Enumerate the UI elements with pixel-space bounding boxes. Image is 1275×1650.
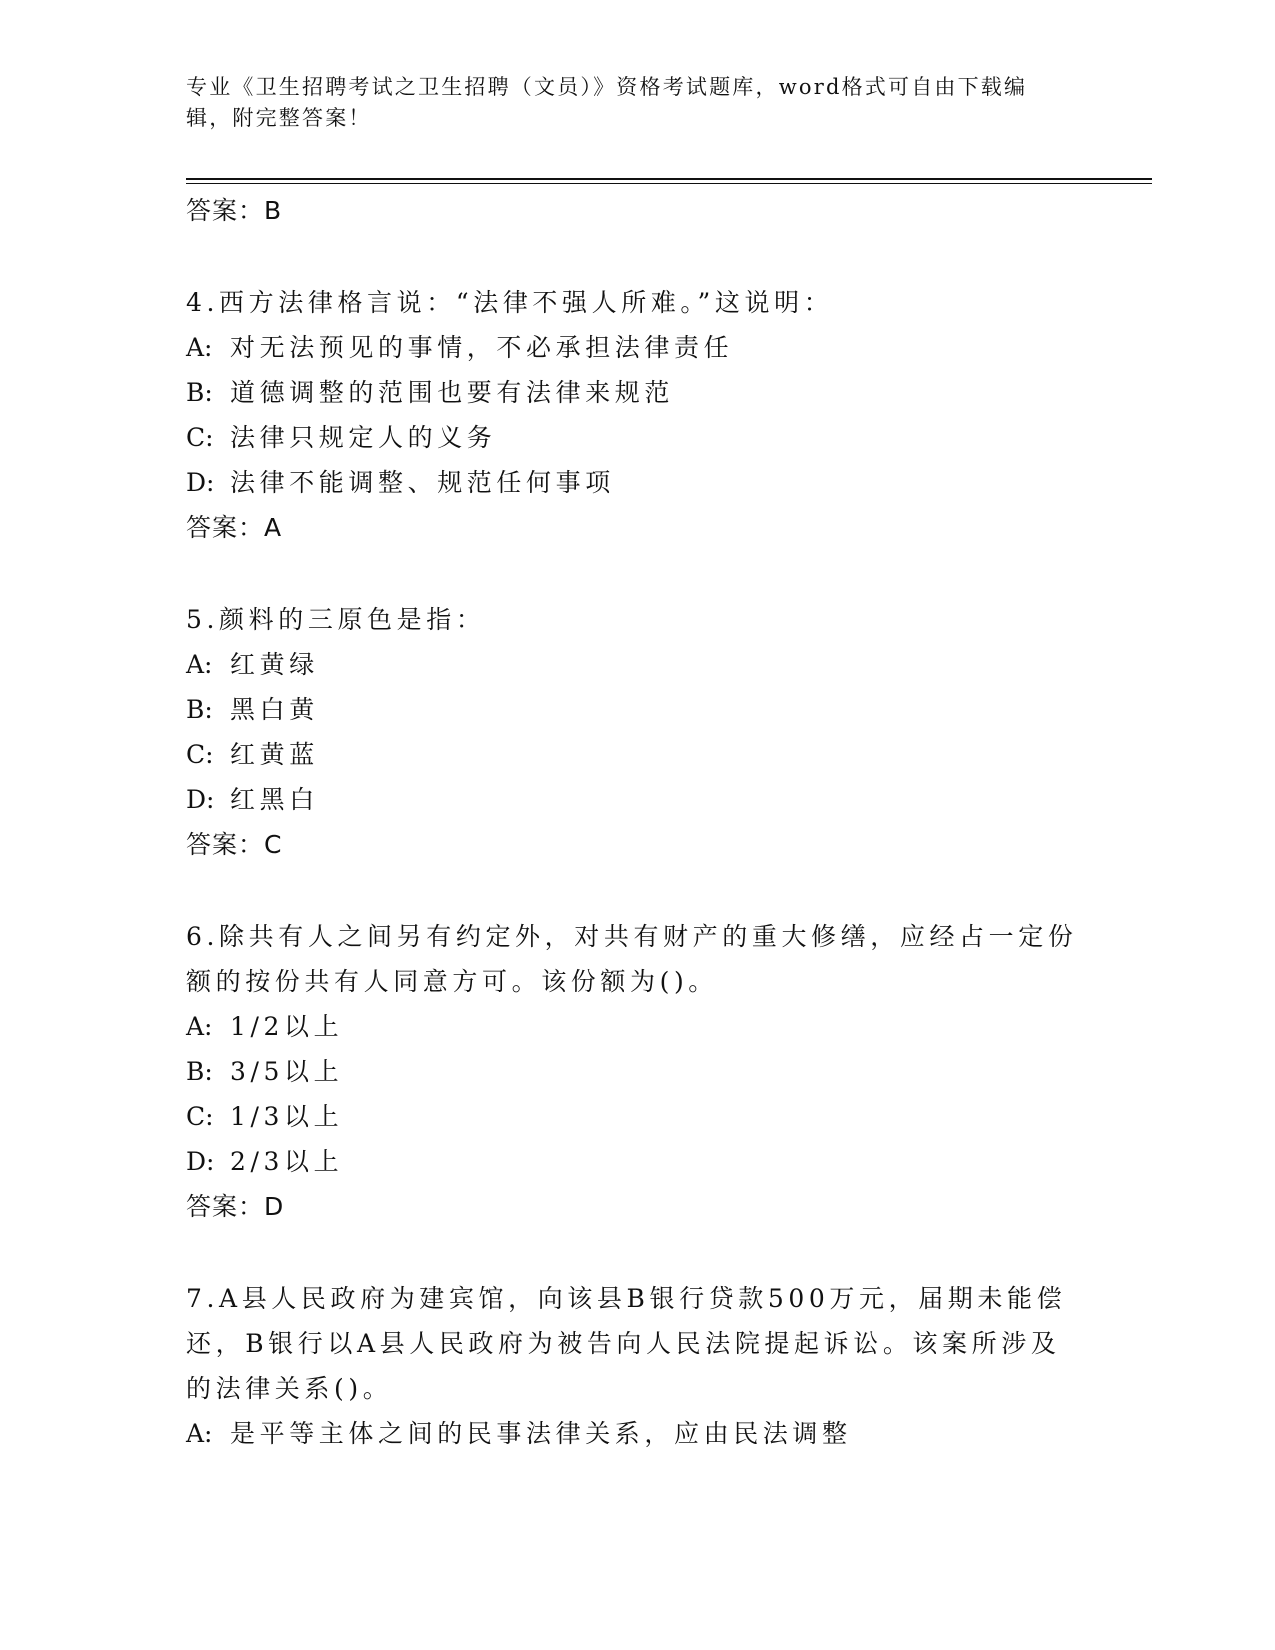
option-text: 对无法预见的事情，不必承担法律责任 xyxy=(230,333,734,362)
option-text: 红黑白 xyxy=(230,785,319,814)
option-text: 红黄蓝 xyxy=(230,740,319,769)
answer-label: 答案：C xyxy=(186,830,283,859)
option-item xyxy=(186,642,1086,687)
option-item xyxy=(186,1139,1086,1184)
option-item xyxy=(186,1004,1086,1049)
option-item xyxy=(186,777,1086,822)
option-letter: C: xyxy=(186,423,214,452)
option-item xyxy=(186,732,1086,777)
option-text: 红黄绿 xyxy=(230,650,319,679)
option-letter: C: xyxy=(186,1102,214,1131)
question-block xyxy=(186,1276,1086,1456)
question-list xyxy=(186,188,1086,1456)
answer-label: 答案：A xyxy=(186,513,283,542)
answer-label: 答案：B xyxy=(186,196,283,225)
option-item xyxy=(186,687,1086,732)
option-letter: B: xyxy=(186,695,213,724)
question-block xyxy=(186,914,1086,1229)
option-item xyxy=(186,460,1086,505)
option-text: 1/3以上 xyxy=(230,1102,344,1131)
option-text: 道德调整的范围也要有法律来规范 xyxy=(230,378,675,407)
option-letter: B: xyxy=(186,1057,213,1086)
option-item xyxy=(186,1049,1086,1094)
option-text: 1/2以上 xyxy=(230,1012,344,1041)
option-letter: A: xyxy=(186,1419,213,1448)
question-block xyxy=(186,280,1086,550)
option-letter: A: xyxy=(186,333,213,362)
option-text: 法律不能调整、规范任何事项 xyxy=(230,468,615,497)
document-header: 专业《卫生招聘考试之卫生招聘（文员）》资格考试题库，word格式可自由下载编辑，附完整答案！ xyxy=(186,75,1028,130)
option-item xyxy=(186,1094,1086,1139)
option-letter: B: xyxy=(186,378,213,407)
option-letter: D: xyxy=(186,1147,215,1176)
option-text: 是平等主体之间的民事法律关系，应由民法调整 xyxy=(230,1419,852,1448)
option-letter: D: xyxy=(186,785,215,814)
option-item xyxy=(186,370,1086,415)
option-letter: D: xyxy=(186,468,215,497)
option-letter: C: xyxy=(186,740,214,769)
option-text: 法律只规定人的义务 xyxy=(230,423,497,452)
option-text: 3/5以上 xyxy=(230,1057,344,1086)
option-text: 黑白黄 xyxy=(230,695,319,724)
question-text: 7.A县人民政府为建宾馆，向该县B银行贷款500万元，届期未能偿还，B银行以A县人民政府为被告向人民法院提起诉讼。该案所涉及的法律关系()。 xyxy=(186,1284,1067,1403)
question-block xyxy=(186,597,1086,867)
header-rule-thick xyxy=(186,178,1152,180)
option-item xyxy=(186,415,1086,460)
question-text: 6.除共有人之间另有约定外，对共有财产的重大修缮，应经占一定份额的按份共有人同意方可。该份额为()。 xyxy=(186,922,1078,996)
option-letter: A: xyxy=(186,650,213,679)
answer-label: 答案：D xyxy=(186,1192,285,1221)
option-text: 2/3以上 xyxy=(230,1147,344,1176)
option-letter: A: xyxy=(186,1012,213,1041)
header-rule-thin xyxy=(186,183,1152,184)
option-item xyxy=(186,325,1086,370)
question-text: 4.西方法律格言说：“法律不强人所难。”这说明： xyxy=(186,288,834,317)
question-text: 5.颜料的三原色是指： xyxy=(186,605,486,634)
option-item xyxy=(186,1411,1086,1456)
